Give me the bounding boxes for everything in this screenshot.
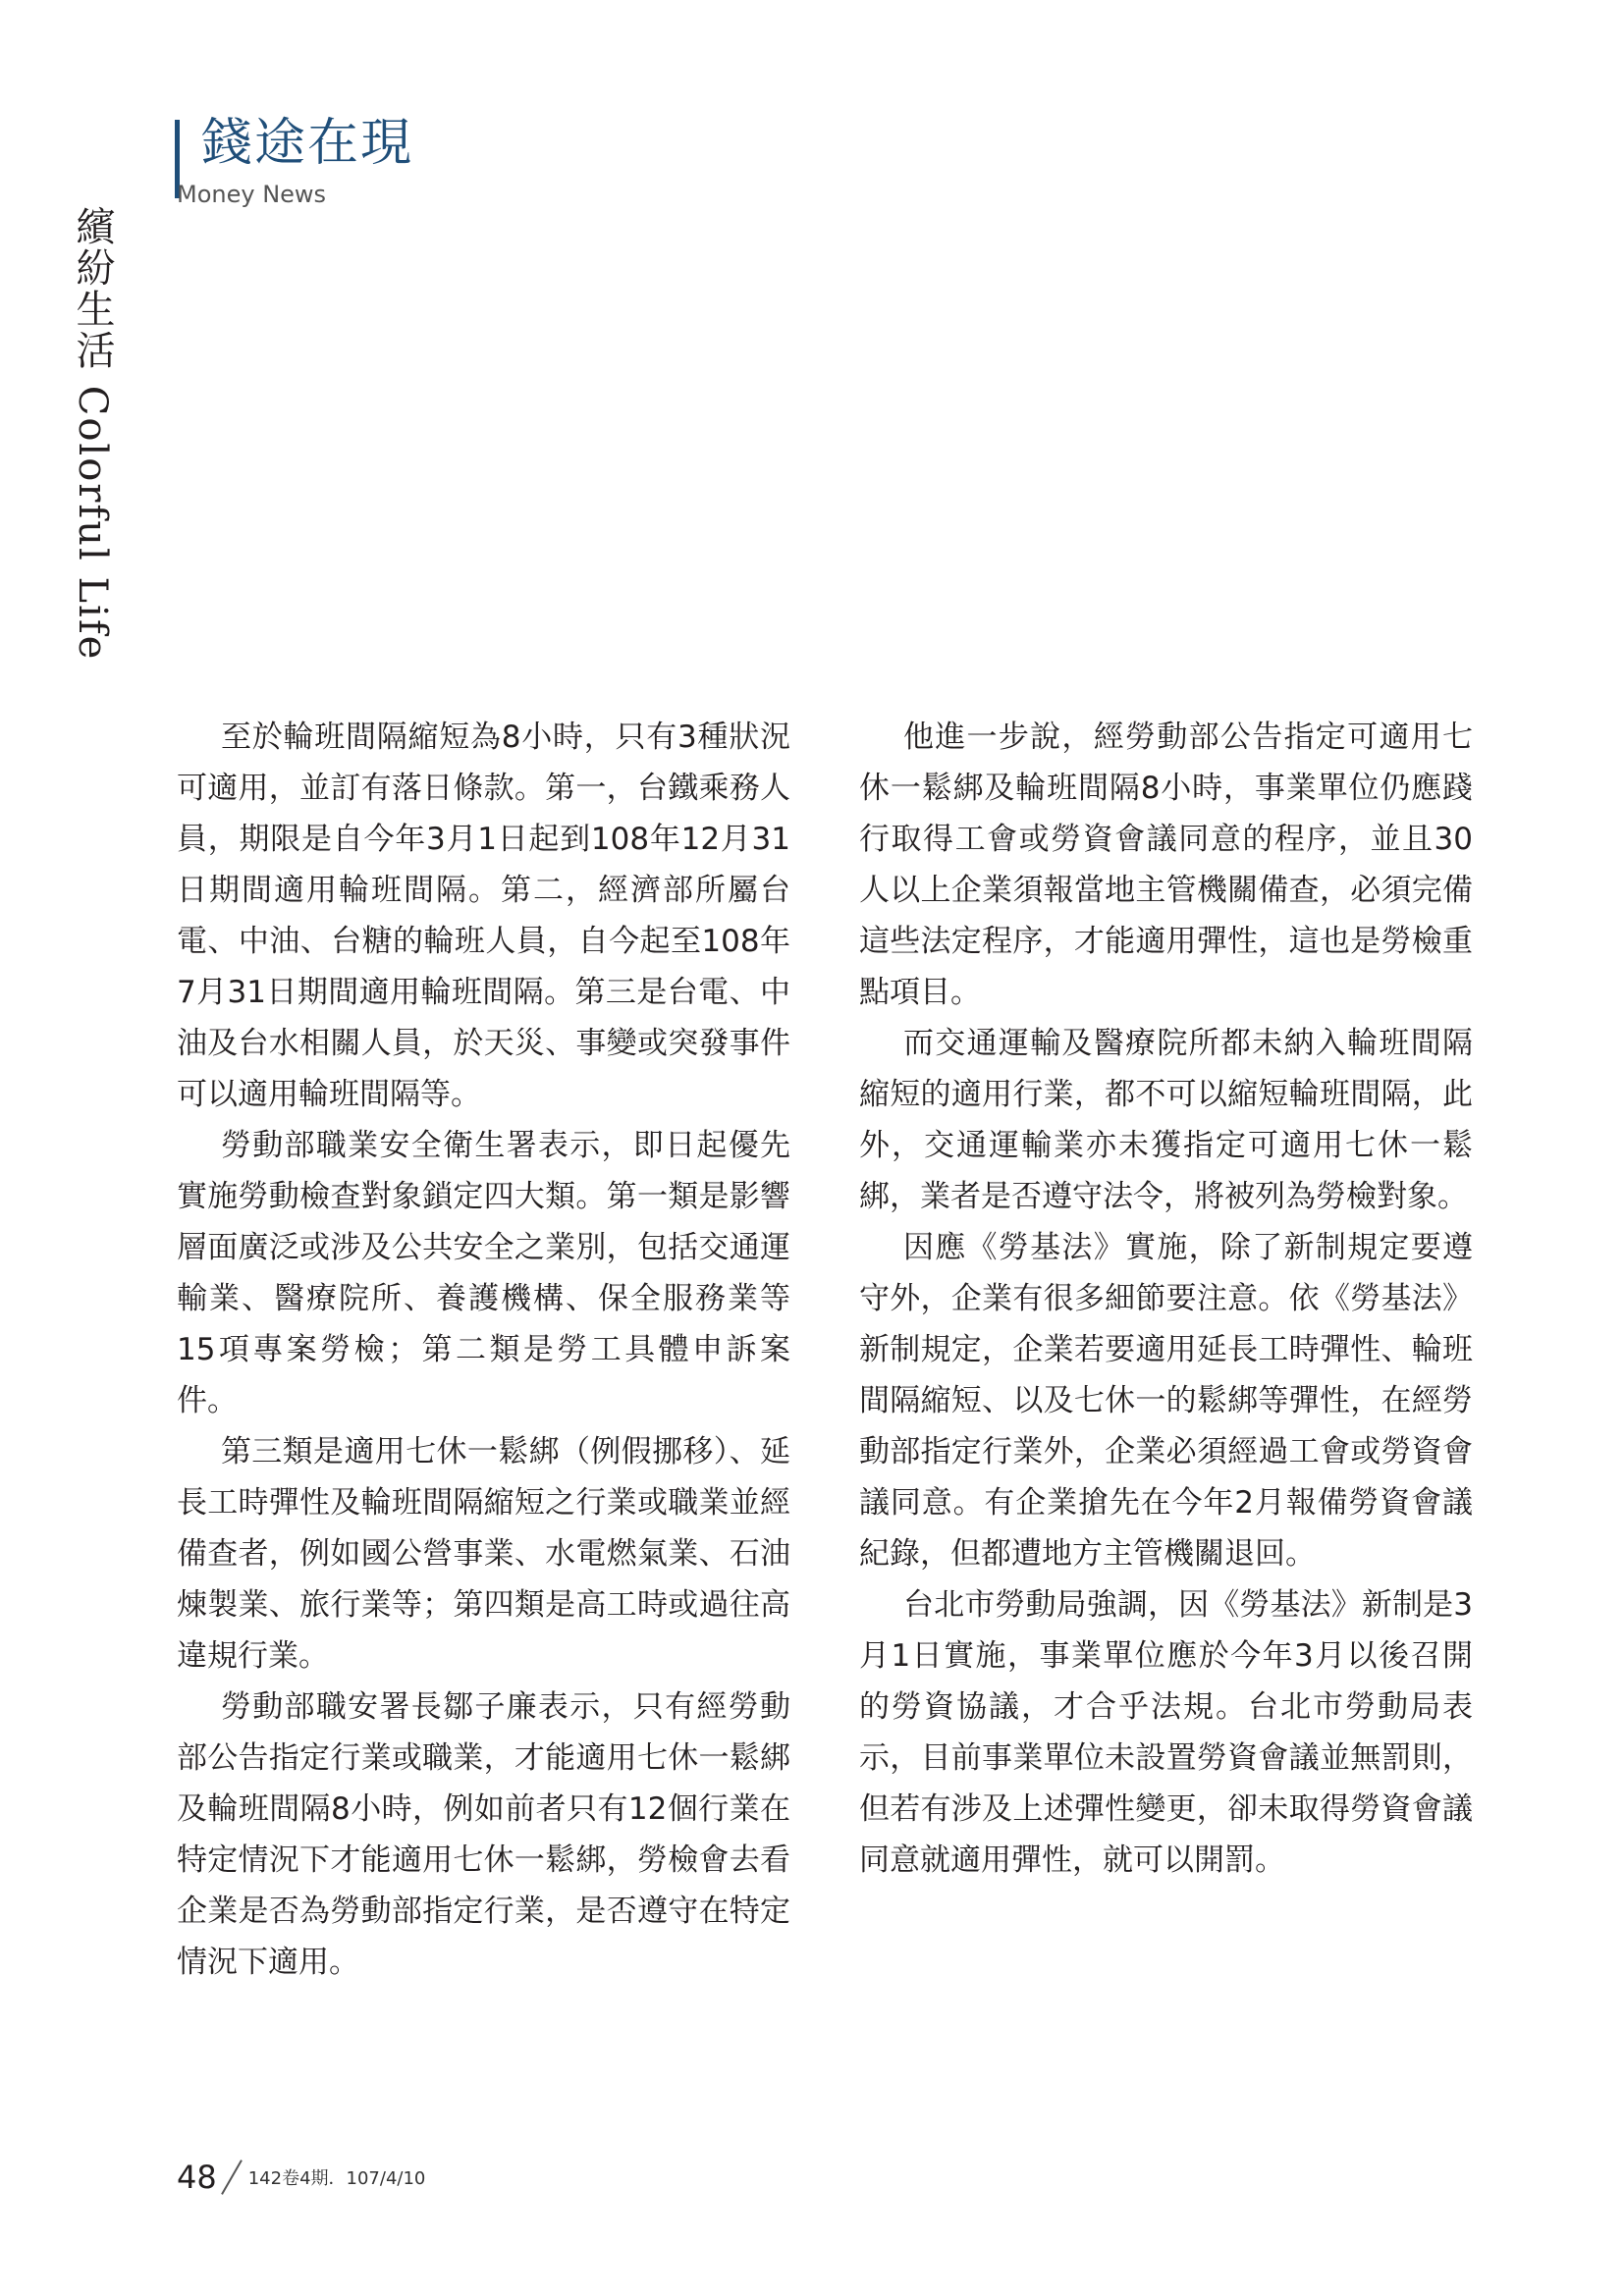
paragraph: 第三類是適用七休一鬆綁（例假挪移）、延長工時彈性及輪班間隔縮短之行業或職業並經備查者，例如國公營事業、水電燃氣業、石油煉製業、旅行業等；第四類是高工時或過往高違規行業。: [177, 1434, 790, 1674]
paragraph: 勞動部職安署長鄒子廉表示，只有經勞動部公告指定行業或職業，才能適用七休一鬆綁及輪班間隔8小時，例如前者只有12個行業在特定情況下才能適用七休一鬆綁，勞檢會去看企業是否為勞動部指定行業，是否遵守在特定情況下適用。: [177, 1689, 790, 1980]
vertical-column-title: 繽紛生活 Colorful Life: [70, 206, 115, 662]
section-subtitle: Money News: [177, 181, 327, 208]
paragraph: 勞動部職業安全衛生署表示，即日起優先實施勞動檢查對象鎖定四大類。第一類是影響層面廣泛或涉及公共安全之業別，包括交通運輸業、醫療院所、養護機構、保全服務業等15項專案勞檢；第二類是勞工具體申訴案件。: [177, 1128, 790, 1418]
section-title: 錢途在現: [201, 114, 414, 173]
page-number: 48: [177, 2159, 217, 2196]
article-column-right: [859, 712, 1473, 1886]
paragraph: 他進一步說，經勞動部公告指定可適用七休一鬆綁及輪班間隔8小時，事業單位仍應踐行取得工會或勞資會議同意的程序，並且30人以上企業須報當地主管機關備查，必須完備這些法定程序，才能適用彈性，這也是勞檢重點項目。: [859, 720, 1473, 1010]
paragraph: 因應《勞基法》實施，除了新制規定要遵守外，企業有很多細節要注意。依《勞基法》新制規定，企業若要適用延長工時彈性、輪班間隔縮短、以及七休一的鬆綁等彈性，在經勞動部指定行業外，企業必須經過工會或勞資會議同意。有企業搶先在今年2月報備勞資會議紀錄，但都遭地方主管機關退回。: [859, 1230, 1473, 1572]
paragraph: 台北市勞動局強調，因《勞基法》新制是3月1日實施，事業單位應於今年3月以後召開的勞資協議，才合乎法規。台北市勞動局表示，目前事業單位未設置勞資會議並無罰則，但若有涉及上述彈性變更，卻未取得勞資會議同意就適用彈性，就可以開罰。: [859, 1587, 1473, 1878]
issue-info: 142卷4期．107/4/10: [247, 2168, 426, 2189]
paragraph: 至於輪班間隔縮短為8小時，只有3種狀況可適用，並訂有落日條款。第一，台鐵乘務人員，期限是自今年3月1日起到108年12月31日期間適用輪班間隔。第二，經濟部所屬台電、中油、台糖的輪班人員，自今起至108年7月31日期間適用輪班間隔。第三是台電、中油及台水相關人員，於天災、事變或突發事件可以適用輪班間隔等。: [177, 720, 790, 1112]
paragraph: 而交通運輸及醫療院所都未納入輪班間隔縮短的適用行業，都不可以縮短輪班間隔，此外，交通運輸業亦未獲指定可適用七休一鬆綁，業者是否遵守法令，將被列為勞檢對象。: [859, 1026, 1473, 1214]
article-column-left: [177, 712, 790, 1988]
footer-divider: [221, 2160, 243, 2195]
page-footer: [177, 2158, 425, 2197]
